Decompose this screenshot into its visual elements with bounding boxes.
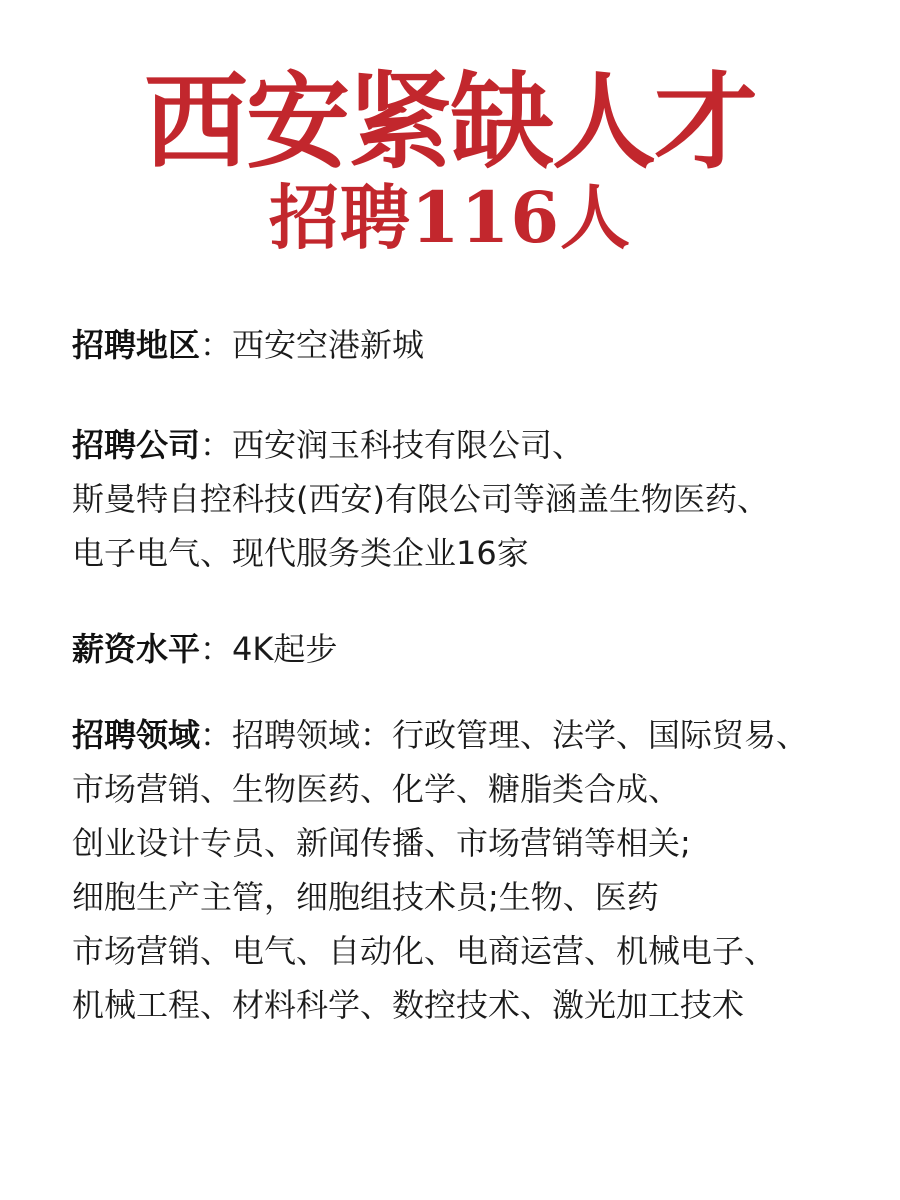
company-separator: ：	[200, 426, 233, 464]
salary-label: 薪资水平	[72, 630, 201, 668]
fields-line-5: 市场营销、电气、自动化、电商运营、机械电子、	[72, 932, 777, 970]
fields-line-3: 创业设计专员、新闻传播、市场营销等相关;	[72, 824, 691, 862]
fields-line-2: 市场营销、生物医药、化学、糖脂类合成、	[72, 770, 681, 808]
company-line-1	[72, 418, 898, 472]
salary-line	[72, 622, 898, 676]
page-title: 西安紧缺人才	[143, 60, 756, 183]
fields-separator: ：	[200, 716, 233, 754]
page-subtitle: 招聘116人	[268, 176, 632, 259]
region-value: 西安空港新城	[232, 326, 425, 364]
salary-value: 4K起步	[232, 630, 338, 668]
salary-separator: ：	[200, 630, 233, 668]
fields-value-1: 招聘领域：行政管理、法学、国际贸易、	[232, 716, 809, 754]
section-salary	[72, 622, 898, 676]
region-line	[72, 318, 898, 372]
company-line-2: 斯曼特自控科技(西安)有限公司等涵盖生物医药、	[72, 480, 769, 518]
company-line-3: 电子电气、现代服务类企业16家	[72, 534, 529, 572]
section-region	[72, 318, 898, 372]
region-label: 招聘地区	[72, 326, 201, 364]
fields-line-1	[72, 708, 898, 762]
company-value-1: 西安润玉科技有限公司、	[232, 426, 585, 464]
fields-label: 招聘领域	[72, 716, 201, 754]
fields-line-4: 细胞生产主管，细胞组技术员;生物、医药	[72, 878, 659, 916]
company-label: 招聘公司	[72, 426, 201, 464]
section-company	[72, 418, 898, 580]
fields-line-6: 机械工程、材料科学、数控技术、激光加工技术	[72, 986, 745, 1024]
section-fields	[72, 708, 898, 1032]
region-separator: ：	[200, 326, 233, 364]
